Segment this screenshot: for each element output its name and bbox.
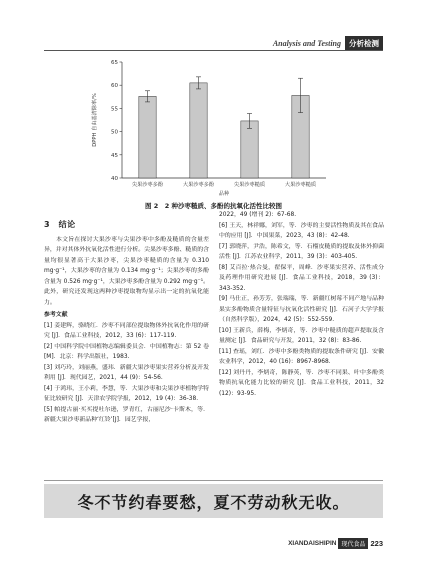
y-tick-label: 55: [111, 106, 118, 113]
motto-banner: 冬不节约春要愁，夏不劳动秋无收。: [44, 484, 383, 518]
x-tick-label: 大果沙枣多酚: [182, 182, 215, 188]
right-column: [219, 210, 384, 399]
bottom-rule: [44, 480, 383, 481]
header-rule: [44, 50, 383, 51]
section-title: 3 结论: [44, 220, 76, 229]
reference-item: [3] 刘巧玲，刘丽燕，盛玮．新疆大果沙枣果实营养分析及开发利用 [J]．现代园艺，2021，44 (9)：54-56.: [44, 364, 209, 381]
x-axis-label: 品种: [218, 191, 230, 197]
reference-item: 2022，49 (增刊 2)：67-68.: [219, 212, 297, 218]
x-tick-label: 尖果沙枣多酚: [131, 182, 164, 188]
reference-item: [1] 姜建辉，骆晓红．沙枣不同部位提取物体外抗氧化作用的研究 [J]．食品工业科技，2012，33 (6)：117-119.: [44, 322, 209, 339]
page-header: [273, 36, 383, 50]
conclusion-paragraph: 本文旨在探讨大果沙枣与尖果沙枣中多酚及糙质的含量差异，并对其体外抗氧化活性进行分析。尖果沙枣多酚、糙质的含量均很显著高于大果沙枣，尖果沙枣糙质的含量为 0.310 mg·g⁻¹，大果沙枣的含量为 0.134 mg·g⁻¹；尖果沙枣的多酚含量为 0.526 mg·g⁻¹，大果沙枣多酚含量为 0.292 mg·g⁻¹。此外，研究还发现这两种沙枣提取物均显示出一定的抗氧化能力。: [44, 236, 209, 306]
y-axis-label: DPPH 自由基清除率/%: [92, 93, 98, 147]
reference-item: [10] 王新兵，薛梅，李炳奇，等．沙枣中糙质的超声提取及含量测定 [J]．食品研究与开发，2011，32 (8)：83-86.: [219, 327, 384, 344]
reference-item: [2] 中国科学院中国植物志编辑委员会．中国植物志：第 52 卷 [M]．北京：科学出版社，1983.: [44, 343, 209, 360]
header-section-badge: 分析检测: [345, 36, 383, 51]
bar-chart: [86, 56, 336, 201]
reference-item: [5] 帕提古丽·买买提吐尔逊，罗青红，古丽尼沙·卡斯木，等．新疆大果沙枣新品种‘红铃’[J]．园艺学报，: [44, 406, 209, 423]
figure-caption: 图 2 2 种沙枣糙质、多酚的抗氧化活性比较图: [144, 202, 283, 210]
y-tick-label: 40: [111, 176, 118, 182]
footer-journal-cn: 现代食品: [338, 538, 368, 549]
reference-item: [9] 马仕正，孙芳芳，张瑞瑞，等．新疆红树莓不同产地与品种果实多酚物质含量特征与抗氧化活性研究 [J]．石河子大学学报（自然科学版），2024，42 (5)：552-559.: [219, 296, 384, 323]
bar: [139, 96, 156, 178]
reference-item: [11] 查瑶，刘红．沙枣中多酚类物质的提取条件研究 [J]．安徽农业科学，2012，40 (16)：8967-8968.: [219, 348, 384, 365]
reference-item: [6] 王天，林祥娜，刘军，等．沙枣的主要活性物质及其在食品中的应用 [J]．中国果菜，2023，43 (8)：42-48.: [219, 222, 384, 239]
reference-item: [8] 艾百拉·热合曼，翟保平，周峰．沙枣果实营养、活性成分及药理作用研究进展 [J]．食品工业科技，2018，39 (3)：343-352.: [219, 264, 384, 292]
references-title: 参考文献: [44, 312, 68, 318]
header-english: Analysis and Testing: [272, 38, 341, 48]
reference-item: [7] 郭晓萍，尹浩，陈希文，等．石榴皮糙质的提取及体外抑菌活性 [J]．江苏农业科学，2011，39 (3)：403-405.: [219, 243, 384, 260]
bar: [241, 121, 258, 178]
x-tick-label: 大果沙枣糙质: [284, 182, 317, 188]
reference-item: [12] 刘丹丹，李炳奇，陈静英，等．沙枣不同果、叶中多酚类物质抗氧化能力比较的研究 [J]．食品工业科技，2011，32 (12)：93-95.: [219, 369, 384, 397]
y-tick-label: 60: [111, 83, 118, 90]
reference-item: [4] 于鸿玮，王小莉，李慧，等．大果沙枣和尖果沙枣植物学特征比较研究 [J]．天津农学院学报，2012，19 (4)：36-38.: [44, 385, 209, 402]
bar: [190, 83, 207, 178]
y-tick-label: 45: [111, 152, 118, 159]
left-column: [44, 214, 209, 426]
page-number: 223: [370, 539, 383, 548]
y-tick-label: 50: [111, 129, 118, 136]
y-tick-label: 65: [111, 60, 118, 66]
footer-journal-en: XIANDAISHIPIN: [288, 540, 337, 547]
x-tick-label: 尖果沙枣糙质: [233, 182, 266, 188]
page-footer: [288, 538, 383, 549]
